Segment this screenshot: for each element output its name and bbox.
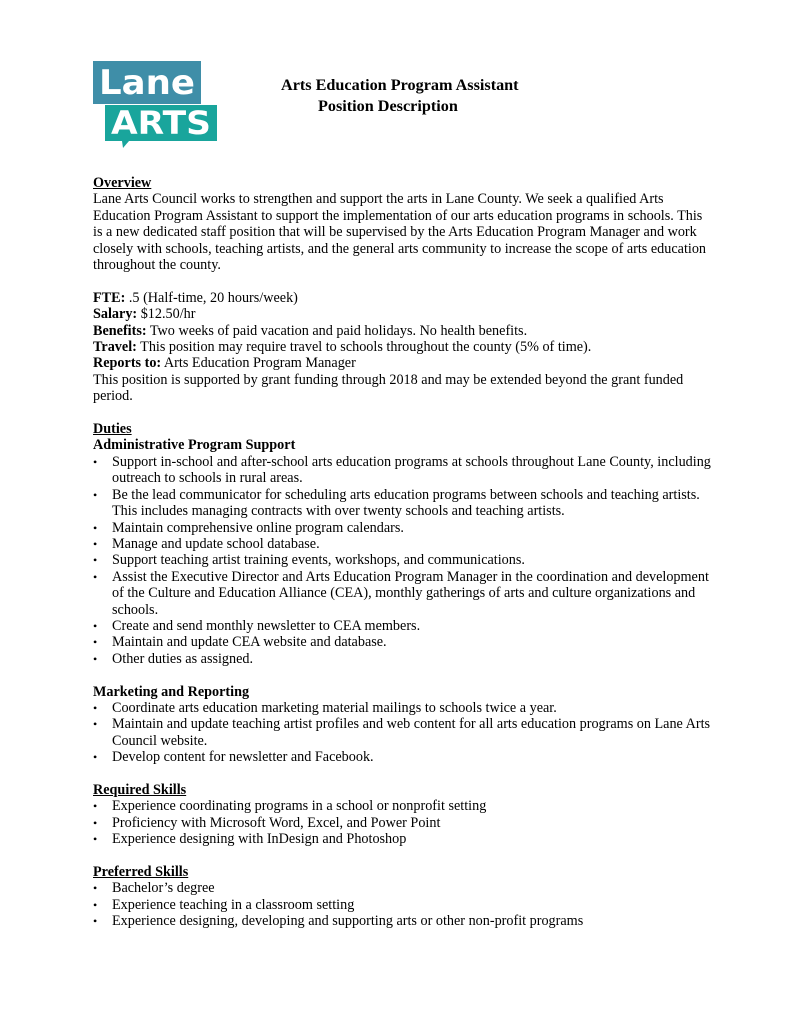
reports-value: Arts Education Program Manager (161, 355, 356, 372)
document-title: Arts Education Program Assistant (281, 76, 519, 94)
fte-value: .5 (Half-time, 20 hours/week) (125, 289, 298, 306)
marketing-duties-list (93, 700, 713, 766)
travel-value: This position may require travel to schools throughout the county (5% of time). (136, 339, 592, 356)
document-body (93, 175, 713, 930)
list-item: • Be the lead communicator for scheduling arts education programs between schools and teaching artists. This includes managing contracts with over twenty schools and teaching artists. (93, 487, 713, 520)
list-item: • Proficiency with Microsoft Word, Excel, and Power Point (93, 815, 713, 831)
salary-label: Salary: (93, 306, 138, 323)
svg-text:Lane: Lane (99, 63, 195, 103)
benefits-value: Two weeks of paid vacation and paid holidays. No health benefits. (146, 322, 528, 339)
benefits-label: Benefits: (93, 322, 147, 339)
list-item: • Experience teaching in a classroom setting (93, 897, 713, 913)
list-item: • Develop content for newsletter and Facebook. (93, 749, 713, 765)
list-item: • Manage and update school database. (93, 536, 713, 552)
salary-line (93, 306, 713, 322)
marketing-heading: Marketing and Reporting (93, 683, 250, 700)
overview-heading: Overview (93, 175, 152, 191)
list-item: • Support teaching artist training events, workshops, and communications. (93, 552, 713, 568)
list-item: • Bachelor’s degree (93, 880, 713, 896)
list-item: • Maintain comprehensive online program calendars. (93, 520, 713, 536)
list-item: • Other duties as assigned. (93, 651, 713, 667)
benefits-line (93, 323, 713, 339)
reports-label: Reports to: (93, 355, 162, 372)
list-item: • Assist the Executive Director and Arts Education Program Manager in the coordination and development of the Culture and Education Alliance (CEA), monthly gatherings of arts and culture organizations and schools. (93, 569, 713, 618)
lane-arts-logo (93, 61, 219, 149)
svg-text:ARTS: ARTS (111, 104, 211, 142)
admin-duties-list (93, 454, 713, 667)
preferred-skills-list (93, 880, 713, 929)
list-item: • Experience designing, developing and supporting arts or other non-profit programs (93, 913, 713, 929)
fte-line (93, 290, 713, 306)
reports-line (93, 355, 713, 371)
list-item: • Experience designing with InDesign and Photoshop (93, 831, 713, 847)
document-subtitle: Position Description (318, 97, 458, 115)
admin-support-heading: Administrative Program Support (93, 437, 296, 454)
required-skills-heading: Required Skills (93, 781, 187, 798)
preferred-skills-heading: Preferred Skills (93, 863, 189, 880)
required-skills-list (93, 798, 713, 847)
list-item: • Create and send monthly newsletter to CEA members. (93, 618, 713, 634)
list-item: • Maintain and update teaching artist profiles and web content for all arts education programs on Lane Arts Council website. (93, 716, 713, 749)
duties-heading: Duties (93, 421, 132, 438)
funding-note: This position is supported by grant funding through 2018 and may be extended beyond the grant funded period. (93, 371, 684, 405)
overview-text: Lane Arts Council works to strengthen and support the arts in Lane County. We seek a qualified Arts Education Program Assistant to support the implementation of our arts education programs in schools. This is a new dedicated staff position that will be supervised by the Arts Education Program Manager and work closely with schools, teaching artists, and the general arts community to increase the scope of arts education throughout the county. (93, 191, 707, 274)
list-item: • Experience coordinating programs in a school or nonprofit setting (93, 798, 713, 814)
list-item: • Support in-school and after-school arts education programs at schools throughout Lane County, including outreach to schools in rural areas. (93, 454, 713, 487)
list-item: • Coordinate arts education marketing material mailings to schools twice a year. (93, 700, 713, 716)
travel-label: Travel: (93, 339, 137, 356)
list-item: • Maintain and update CEA website and database. (93, 634, 713, 650)
fte-label: FTE: (93, 289, 126, 306)
salary-value: $12.50/hr (137, 306, 196, 323)
travel-line (93, 339, 713, 355)
